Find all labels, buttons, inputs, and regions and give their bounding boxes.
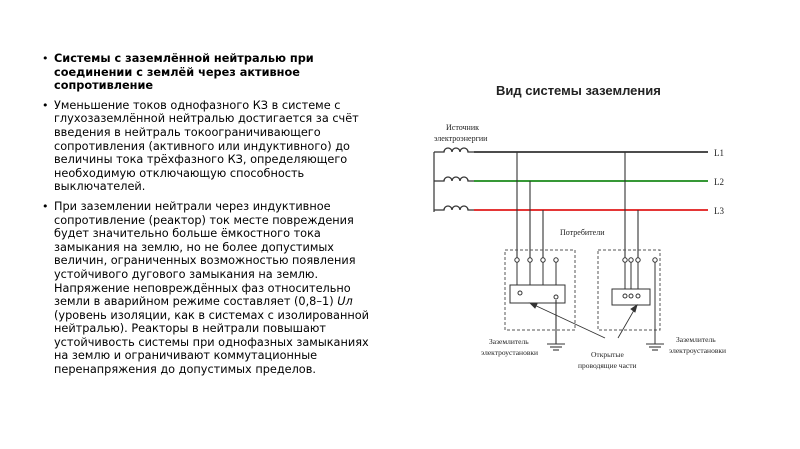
voltage-symbol: Uл [337,295,353,309]
open-parts-label-1: Открытые [591,350,624,359]
consumer-1-drops [517,152,543,258]
open-parts-label-2: проводящие части [578,361,637,370]
coil-icon [434,177,474,181]
paragraph-2-text-a: При заземлении нейтрали через индуктивное сопротивление (реактор) ток месте повреждения будет значительно больше ёмкостного тока замыкания на землю, но не более допустимых величин, ограниченных возможностью появления устойчивого дугового замыкания на землю. Напряжение неповреждённых фаз относительно земли в аварийном режиме составляет (0,8–1) [54,199,356,309]
consumer-2-terminals [623,258,657,262]
ground-1 [547,300,565,350]
coil-group [434,148,474,210]
line-l3-label: L3 [714,206,724,216]
paragraph-1-text: Уменьшение токов однофазного КЗ в системе с глухозаземлённой нейтралью достигается за счёт введения в нейтраль токоограничивающего сопротивления (активного или индуктивного) до величины тока трёхфазного КЗ, определяющего необходимую отключающую способность выключателей. [54,98,359,194]
line-l1-label: L1 [714,148,724,158]
consumer-1-internal [517,262,556,288]
heading-text: Системы с заземлённой нейтралью при соединении с землёй через активное сопротивление [54,52,314,93]
ground-2-label-1: Заземлитель [676,335,716,344]
consumer-2-drops [625,152,638,258]
ground-2 [646,344,664,350]
consumer-1-terminals [515,258,558,262]
consumer-2-device-terminals [623,294,640,298]
source-label-2: электроэнергии [434,134,488,143]
source-label-1: Источник [446,123,479,132]
figure-title: Вид системы заземления [496,83,661,98]
ground-2-label-2: электроустановки [669,346,727,355]
consumers-label: Потребители [560,228,605,237]
coil-icon [434,148,474,152]
paragraph-2-text-b: (уровень изоляции, как в системах с изолированной нейтралью). Реакторы в нейтрали повышают устойчивость системы при однофазных замыканиях на землю и ограничивают коммутационные перенапряжения до допустимых пределов. [54,308,369,377]
ground-1-label-2: электроустановки [481,348,539,357]
line-l2-label: L2 [714,177,724,187]
ground-1-label-1: Заземлитель [489,337,529,346]
coil-icon [434,206,474,210]
pointer-arrows [530,303,637,338]
